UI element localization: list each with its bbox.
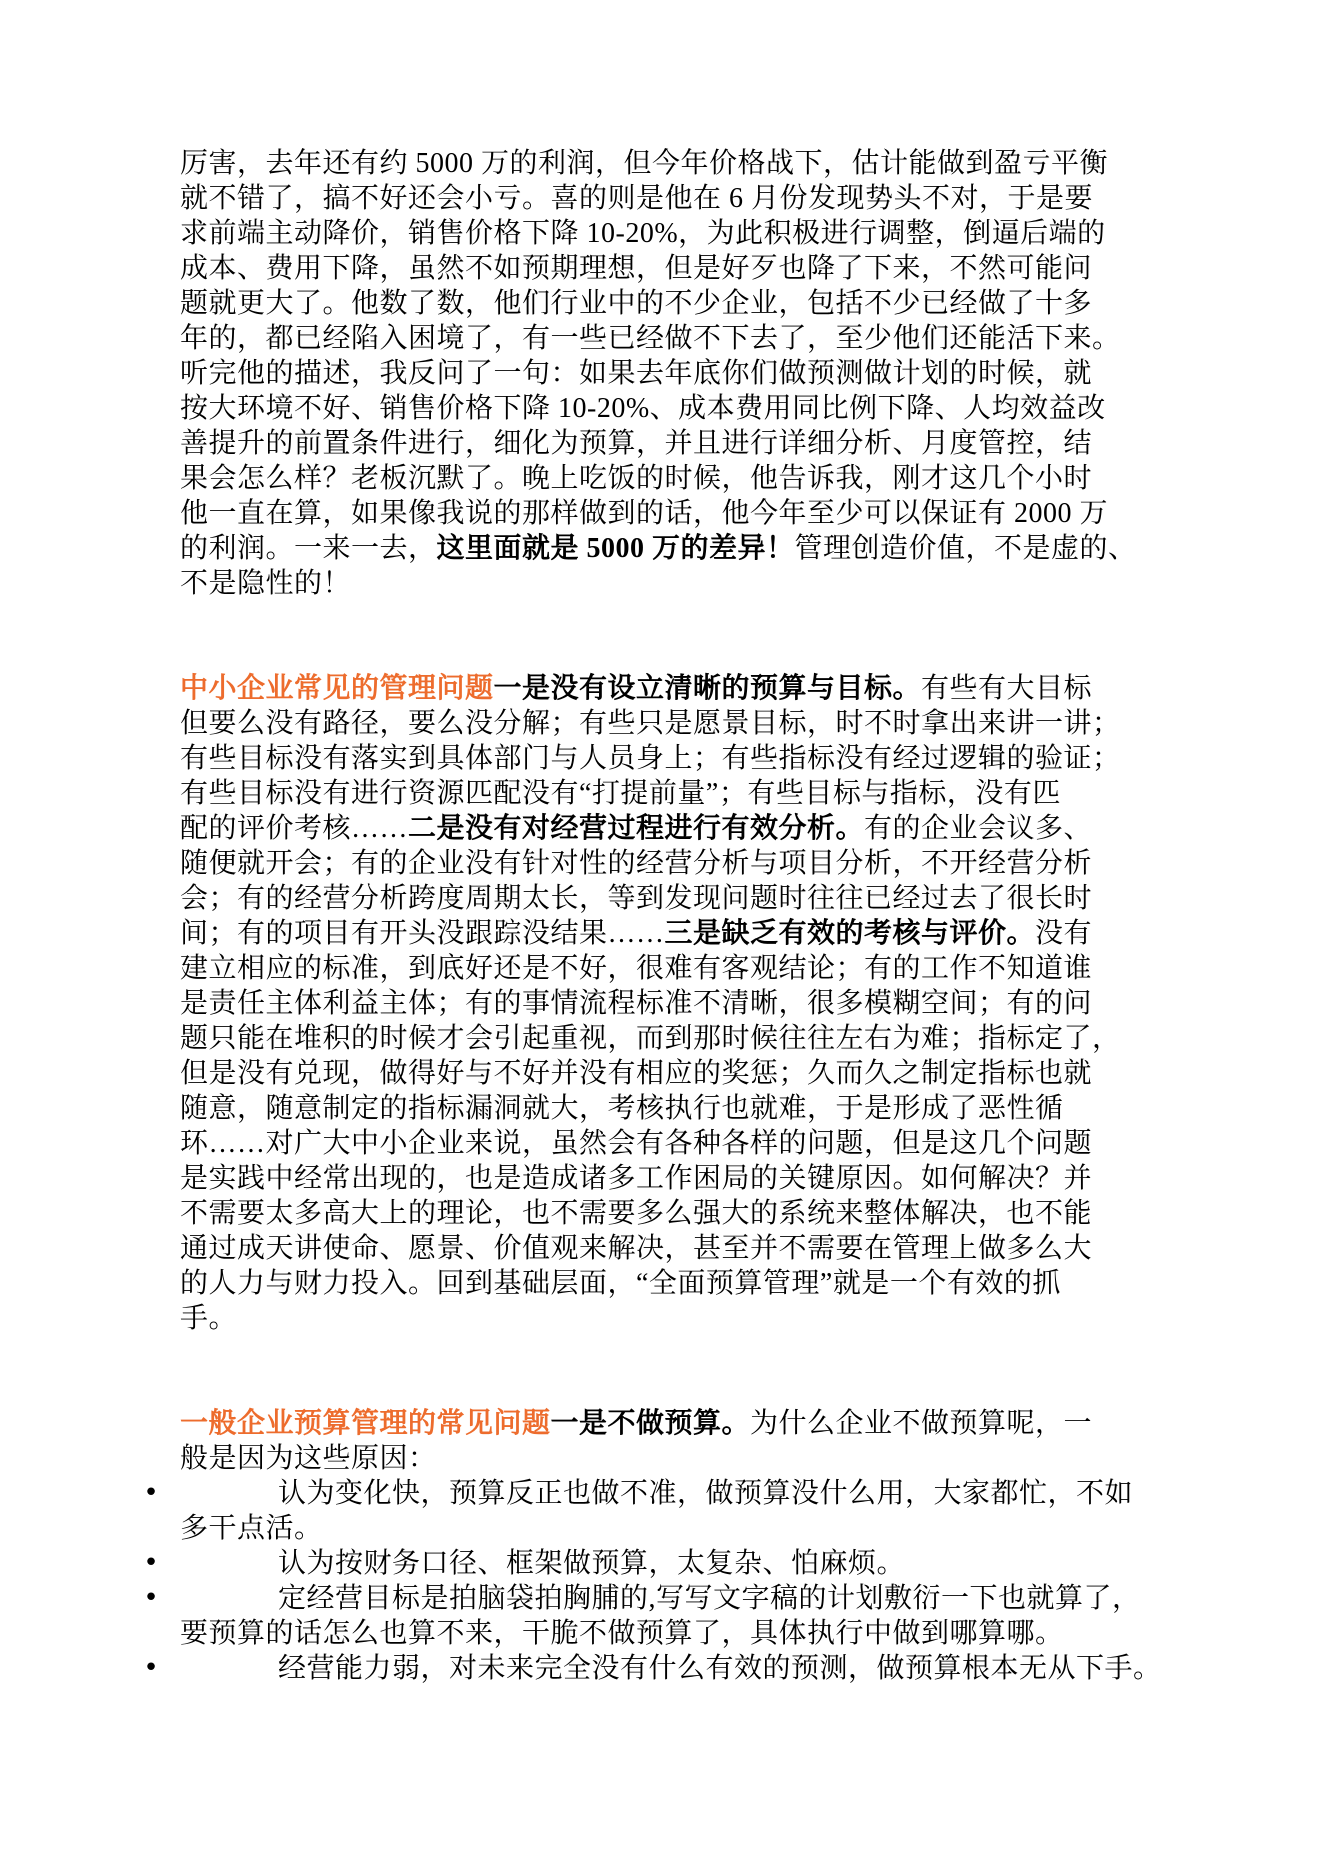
body-text: 但是没有兑现，做得好与不好并没有相应的奖惩；久而久之制定指标也就 (180, 1058, 1093, 1089)
text-line (180, 426, 1170, 461)
body-text: 厉害，去年还有约 5000 万的利润，但今年价格战下，估计能做到盈亏平衡 (180, 148, 1109, 179)
body-text: 有些有大目标 (921, 673, 1093, 704)
emphasized-text: 这里面就是 5000 万的差异！ (436, 533, 795, 564)
text-line (180, 531, 1170, 566)
emphasized-text: 三是缺乏有效的考核与评价。 (664, 918, 1036, 949)
body-text: 通过成天讲使命、愿景、价值观来解决，甚至并不需要在管理上做多么大 (180, 1233, 1093, 1264)
body-text: 听完他的描述，我反问了一句：如果去年底你们做预测做计划的时候，就 (180, 358, 1093, 389)
section-heading-text: 中小企业常见的管理问题 (180, 673, 494, 704)
bullet-list-item (143, 1476, 1170, 1546)
body-text: 配的评价考核…… (180, 813, 409, 844)
text-line (180, 706, 1170, 741)
text-line (180, 1056, 1170, 1091)
text-line (180, 846, 1170, 881)
paragraph-profit-story (180, 146, 1170, 601)
section-heading-text: 一般企业预算管理的常见问题 (180, 1408, 551, 1439)
text-line (180, 881, 1170, 916)
body-text: 就不错了，搞不好还会小亏。喜的则是他在 6 月份发现势头不对，于是要 (180, 183, 1094, 214)
text-line (180, 916, 1170, 951)
text-line (180, 741, 1170, 776)
body-text: 题只能在堆积的时候才会引起重视，而到那时候往往左右为难；指标定了， (180, 1023, 1121, 1054)
text-line (180, 811, 1170, 846)
body-text: 建立相应的标准，到底好还是不好，很难有客观结论；有的工作不知道谁 (180, 953, 1093, 984)
document-page (143, 146, 1170, 1686)
body-text: 但要么没有路径，要么没分解；有些只是愿景目标，时不时拿出来讲一讲； (180, 708, 1121, 739)
text-line (180, 986, 1170, 1021)
body-text: 善提升的前置条件进行，细化为预算，并且进行详细分析、月度管控，结 (180, 428, 1093, 459)
text-line (180, 216, 1170, 251)
bullet-marker-icon: • (143, 1583, 159, 1613)
body-text: 的利润。一来一去， (180, 533, 437, 564)
body-text: 有的企业会议多、 (864, 813, 1093, 844)
text-line (180, 1161, 1170, 1196)
text-line (180, 1266, 1170, 1301)
bullet-list-item (143, 1546, 1170, 1581)
text-line (180, 181, 1170, 216)
bullet-list-item (143, 1581, 1170, 1651)
text-line (180, 1476, 1170, 1511)
bullet-marker-icon: • (143, 1478, 159, 1508)
text-line (180, 566, 1170, 601)
paragraph-sme-management-problems (180, 671, 1170, 1336)
body-text: 管理创造价值，不是虚的、 (794, 533, 1137, 564)
bullet-marker-icon: • (143, 1653, 159, 1683)
bullet-list-item (143, 1651, 1170, 1686)
text-line (180, 146, 1170, 181)
emphasized-text: 二是没有对经营过程进行有效分析。 (408, 813, 865, 844)
text-line (180, 1301, 1170, 1336)
body-text: 没有 (1035, 918, 1093, 949)
body-text: 随便就开会；有的企业没有针对性的经营分析与项目分析，不开经营分析 (180, 848, 1093, 879)
text-line (180, 496, 1170, 531)
body-text: 认为按财务口径、框架做预算，太复杂、怕麻烦。 (278, 1548, 906, 1579)
body-text: 不需要太多高大上的理论，也不需要多么强大的系统来整体解决，也不能 (180, 1198, 1093, 1229)
text-line (180, 461, 1170, 496)
body-text: 求前端主动降价，销售价格下降 10-20%，为此积极进行调整，倒逼后端的 (180, 218, 1106, 249)
body-text: 果会怎么样？老板沉默了。晚上吃饭的时候，他告诉我，刚才这几个小时 (180, 463, 1093, 494)
body-text: 成本、费用下降，虽然不如预期理想，但是好歹也降了下来，不然可能问 (180, 253, 1093, 284)
body-text: 年的，都已经陷入困境了，有一些已经做不下去了，至少他们还能活下来。 (180, 323, 1121, 354)
emphasized-text: 一是不做预算。 (550, 1408, 751, 1439)
text-line (180, 251, 1170, 286)
text-line (180, 1231, 1170, 1266)
text-line (180, 1511, 1170, 1546)
text-line (180, 671, 1170, 706)
text-line (180, 951, 1170, 986)
text-line (180, 1091, 1170, 1126)
body-text: 不是隐性的！ (180, 568, 352, 599)
text-line (180, 286, 1170, 321)
body-text: 是实践中经常出现的，也是造成诸多工作困局的关键原因。如何解决？并 (180, 1163, 1093, 1194)
body-text: 的人力与财力投入。回到基础层面，“全面预算管理”就是一个有效的抓 (180, 1268, 1061, 1299)
emphasized-text: 一是没有设立清晰的预算与目标。 (493, 673, 922, 704)
body-text: 多干点活。 (180, 1513, 323, 1544)
text-line (180, 1126, 1170, 1161)
body-text: 他一直在算，如果像我说的那样做到的话，他今年至少可以保证有 2000 万 (180, 498, 1109, 529)
text-line (180, 356, 1170, 391)
body-text: 环……对广大中小企业来说，虽然会有各种各样的问题，但是这几个问题 (180, 1128, 1093, 1159)
text-line (180, 1406, 1170, 1441)
text-line (180, 1441, 1170, 1476)
paragraph-budget-common-problems (143, 1406, 1170, 1686)
body-text: 按大环境不好、销售价格下降 10-20%、成本费用同比例下降、人均效益改 (180, 393, 1106, 424)
body-text: 有些目标没有进行资源匹配没有“打提前量”；有些目标与指标，没有匹 (180, 778, 1061, 809)
body-text: 题就更大了。他数了数，他们行业中的不少企业，包括不少已经做了十多 (180, 288, 1093, 319)
body-text: 认为变化快，预算反正也做不准，做预算没什么用，大家都忙，不如 (278, 1478, 1134, 1509)
text-line (180, 1616, 1170, 1651)
text-line (180, 391, 1170, 426)
body-text: 般是因为这些原因： (180, 1443, 437, 1474)
text-line (180, 321, 1170, 356)
body-text: 随意，随意制定的指标漏洞就大，考核执行也就难，于是形成了恶性循 (180, 1093, 1064, 1124)
body-text: 会；有的经营分析跨度周期太长，等到发现问题时往往已经过去了很长时 (180, 883, 1093, 914)
body-text: 手。 (180, 1303, 238, 1334)
body-text: 经营能力弱，对未来完全没有什么有效的预测，做预算根本无从下手。 (278, 1653, 1162, 1684)
body-text: 定经营目标是拍脑袋拍胸脯的,写写文字稿的计划敷衍一下也就算了， (278, 1583, 1141, 1614)
body-text: 有些目标没有落实到具体部门与人员身上；有些指标没有经过逻辑的验证； (180, 743, 1121, 774)
body-text: 是责任主体利益主体；有的事情流程标准不清晰，很多模糊空间；有的问 (180, 988, 1093, 1019)
bullet-marker-icon: • (143, 1548, 159, 1578)
text-line (180, 1021, 1170, 1056)
body-text: 为什么企业不做预算呢，一 (750, 1408, 1093, 1439)
text-line (180, 1581, 1170, 1616)
body-text: 间；有的项目有开头没跟踪没结果…… (180, 918, 665, 949)
text-line (180, 1546, 1170, 1581)
text-line (180, 776, 1170, 811)
body-text: 要预算的话怎么也算不来，干脆不做预算了，具体执行中做到哪算哪。 (180, 1618, 1064, 1649)
text-line (180, 1651, 1170, 1686)
text-line (180, 1196, 1170, 1231)
